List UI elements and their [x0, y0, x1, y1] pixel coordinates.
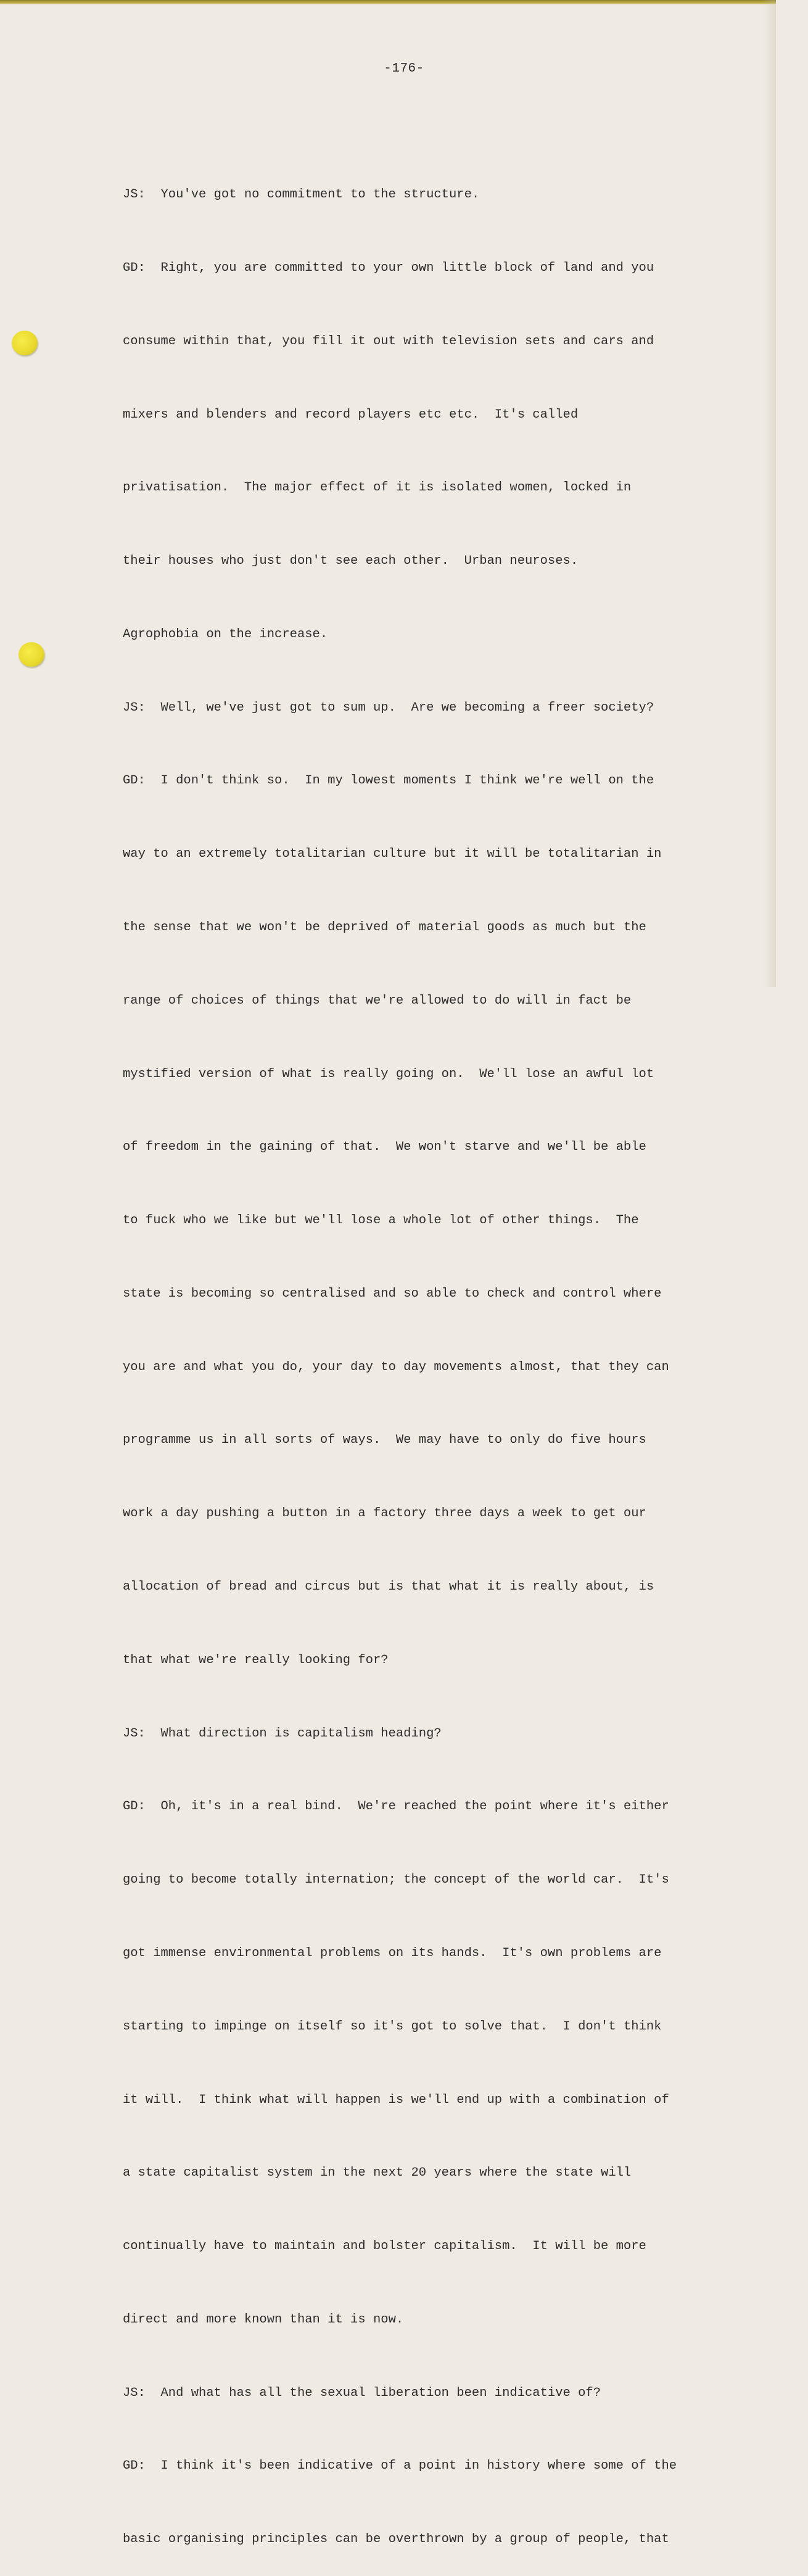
transcript-line: to fuck who we like but we'll lose a whole lot of other things. The [123, 1213, 639, 1228]
transcript-line: basic organising principles can be overthrown by a group of people, that [123, 2532, 669, 2547]
transcript-line: programme us in all sorts of ways. We may have to only do five hours [123, 1433, 646, 1448]
transcript-body [123, 134, 740, 2576]
transcript-line: privatisation. The major effect of it is isolated women, locked in [123, 481, 632, 495]
transcript-line: their houses who just don't see each other. Urban neuroses. [123, 554, 579, 569]
transcript-line: Agrophobia on the increase. [123, 627, 328, 642]
transcript-line: you are and what you do, your day to day movements almost, that they can [123, 1360, 669, 1374]
transcript-line: GD: I don't think so. In my lowest moments I think we're well on the [123, 774, 654, 788]
transcript-line: that what we're really looking for? [123, 1653, 389, 1667]
page-top-edge [0, 0, 776, 4]
transcript-line: JS: What direction is capitalism heading? [123, 1726, 442, 1741]
transcript-line: work a day pushing a button in a factory three days a week to get our [123, 1506, 646, 1521]
transcript-line: of freedom in the gaining of that. We won't starve and we'll be able [123, 1140, 646, 1155]
transcript-line: continually have to maintain and bolster capitalism. It will be more [123, 2239, 646, 2254]
transcript-line: JS: You've got no commitment to the structure. [123, 188, 480, 202]
page-number: -176- [384, 62, 424, 76]
punch-hole-bottom [19, 642, 44, 667]
transcript-line: direct and more known than it is now. [123, 2312, 404, 2327]
transcript-line: mystified version of what is really going on. We'll lose an awful lot [123, 1067, 654, 1081]
transcript-line: it will. I think what will happen is we'll end up with a combination of [123, 2092, 669, 2107]
transcript-line: consume within that, you fill it out with television sets and cars and [123, 334, 654, 349]
transcript-line: starting to impinge on itself so it's got to solve that. I don't think [123, 2019, 662, 2034]
page-right-edge-shadow [762, 0, 776, 987]
transcript-line: allocation of bread and circus but is that what it is really about, is [123, 1580, 654, 1595]
punch-hole-top [12, 331, 38, 355]
transcript-line: JS: Well, we've just got to sum up. Are we becoming a freer society? [123, 700, 654, 715]
transcript-line: JS: And what has all the sexual liberation been indicative of? [123, 2385, 601, 2400]
transcript-line: state is becoming so centralised and so able to check and control where [123, 1286, 662, 1301]
transcript-line: GD: Right, you are committed to your own little block of land and you [123, 260, 654, 275]
transcript-line: the sense that we won't be deprived of material goods as much but the [123, 920, 646, 935]
transcript-line: way to an extremely totalitarian culture but it will be totalitarian in [123, 847, 662, 862]
transcript-line: got immense environmental problems on its hands. It's own problems are [123, 1946, 662, 1960]
transcript-line: going to become totally internation; the concept of the world car. It's [123, 1873, 669, 1888]
transcript-line: a state capitalist system in the next 20 years where the state will [123, 2166, 632, 2181]
transcript-line: GD: I think it's been indicative of a point in history where some of the [123, 2459, 677, 2474]
transcript-line: GD: Oh, it's in a real bind. We're reached the point where it's either [123, 1799, 669, 1814]
transcript-line: mixers and blenders and record players etc etc. It's called [123, 407, 579, 422]
transcript-line: range of choices of things that we're allowed to do will in fact be [123, 993, 632, 1008]
